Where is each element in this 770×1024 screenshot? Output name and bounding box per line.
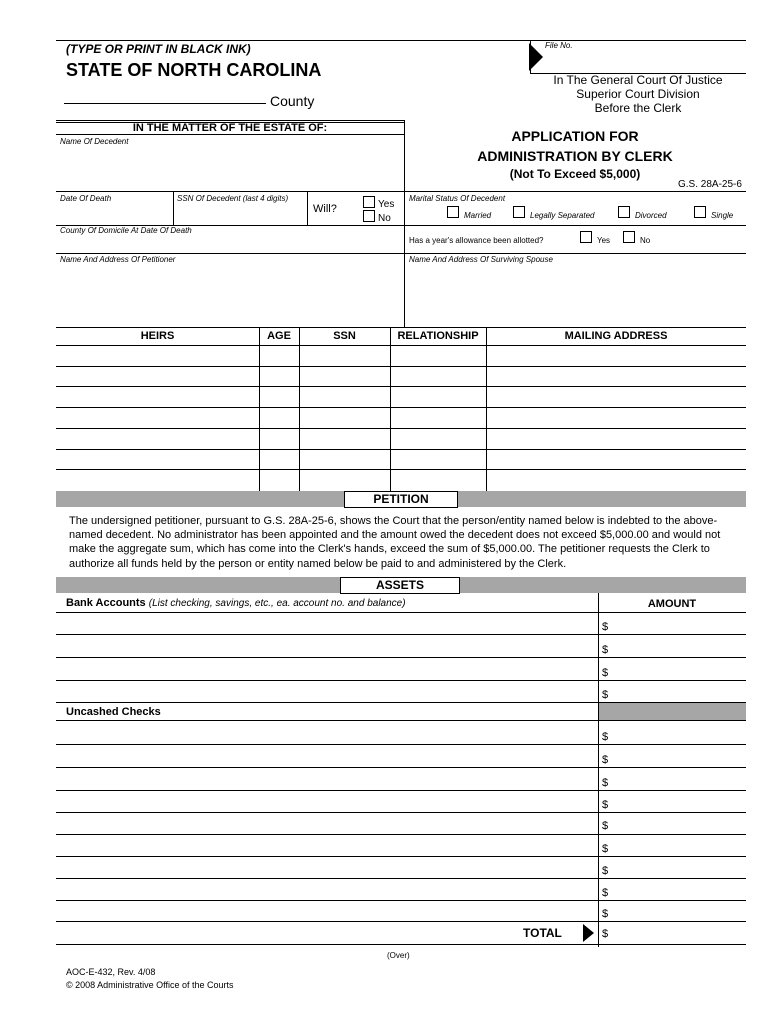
statute-ref: G.S. 28A-25-6 [678,179,742,190]
county-domicile-input[interactable] [60,237,400,253]
allowance-no-checkbox[interactable] [623,231,635,243]
col-ssn: SSN [333,330,356,342]
bank-account-row[interactable] [56,681,598,701]
county-input[interactable] [64,103,266,104]
check-amount-8[interactable]: $ [602,887,609,899]
will-label: Will? [313,203,337,215]
decedent-name-label: Name Of Decedent [60,137,129,146]
title-line-1: APPLICATION FOR [511,128,639,144]
check-row[interactable] [56,791,598,811]
divorced-label: Divorced [635,211,667,220]
check-amount-7[interactable]: $ [602,865,609,877]
ssn-decedent-label: SSN Of Decedent (last 4 digits) [177,194,289,203]
court-line-2: Superior Court Division [576,87,700,101]
table-row[interactable] [56,470,746,490]
date-of-death-input[interactable] [60,205,170,223]
bank-amount-4[interactable]: $ [602,689,609,701]
total-label: TOTAL [523,926,562,940]
ssn-decedent-input[interactable] [177,205,302,223]
bank-account-row[interactable] [56,658,598,679]
col-heirs: HEIRS [140,330,175,342]
county-label: County [270,93,315,109]
form-title [404,126,746,182]
petition-text: The undersigned petitioner, pursuant to G.S. 28A-25-6, shows the Court that the person/entity named below is indebted to the above-named decedent. No administrator has been appointed and the amount owed the decedent does not exceed $5,000.00 and would not make the aggregate sum, which has come into the Clerk's hands, exceed the sum of $5,000.00. The petitioner requests the Clerk to authorize all funds held by the person or entity named below be paid to and administered by the Clerk. [69,515,721,570]
will-no-checkbox[interactable] [363,210,375,222]
single-label: Single [711,211,734,220]
table-row[interactable] [56,408,746,428]
allowance-yes-checkbox[interactable] [580,231,592,243]
bank-amount-1[interactable]: $ [602,621,609,633]
county-domicile-label: County Of Domicile At Date Of Death [60,226,192,235]
date-of-death-label: Date Of Death [60,194,112,203]
file-no-input[interactable] [600,42,740,60]
check-amount-9[interactable]: $ [602,908,609,920]
copyright: © 2008 Administrative Office of the Courts [66,980,234,990]
will-yes-checkbox[interactable] [363,196,375,208]
check-amount-4[interactable]: $ [602,799,609,811]
separated-label: Legally Separated [530,211,595,220]
heirs-rows [56,346,746,490]
petitioner-label: Name And Address Of Petitioner [60,255,176,264]
form-id: AOC-E-432, Rev. 4/08 [66,967,156,977]
uncashed-checks-label: Uncashed Checks [66,706,161,718]
check-amount-2[interactable]: $ [602,754,609,766]
bank-amount-2[interactable]: $ [602,644,609,656]
check-amount-5[interactable]: $ [602,820,609,832]
estate-heading: IN THE MATTER OF THE ESTATE OF: [132,122,328,134]
court-line-3: Before the Clerk [594,101,682,115]
spouse-label: Name And Address Of Surviving Spouse [409,255,553,264]
state-title: STATE OF NORTH CAROLINA [66,60,322,80]
bank-account-row[interactable] [56,635,598,656]
col-age: AGE [267,330,291,342]
col-mailing-address: MAILING ADDRESS [564,330,668,342]
over-label: (Over) [387,951,410,960]
check-row[interactable] [56,721,598,743]
divorced-checkbox[interactable] [618,206,630,218]
table-row[interactable] [56,367,746,387]
check-row[interactable] [56,879,598,899]
title-line-2: ADMINISTRATION BY CLERK [477,148,673,164]
type-instruction: (TYPE OR PRINT IN BLACK INK) [66,42,251,56]
check-row[interactable] [56,745,598,766]
checks-amount-shade [599,703,746,720]
bank-amount-3[interactable]: $ [602,667,609,679]
assets-heading [340,577,460,594]
allowance-question: Has a year's allowance been allotted? [409,236,544,245]
check-amount-6[interactable]: $ [602,843,609,855]
marital-status-label: Marital Status Of Decedent [409,194,506,203]
married-checkbox[interactable] [447,206,459,218]
check-row[interactable] [56,813,598,833]
table-row[interactable] [56,450,746,470]
file-no-label: File No. [545,41,573,50]
single-checkbox[interactable] [694,206,706,218]
bank-label-text: Bank Accounts [66,597,146,609]
court-block [530,73,746,115]
petitioner-input[interactable] [60,266,400,324]
col-relationship: RELATIONSHIP [397,330,479,342]
petition-heading: PETITION [344,491,458,508]
table-row[interactable] [56,387,746,407]
spouse-input[interactable] [409,266,742,324]
allowance-no-label: No [640,236,651,245]
table-row[interactable] [56,346,746,366]
bank-account-row[interactable] [56,613,598,633]
title-line-3: (Not To Exceed $5,000) [509,167,641,181]
allowance-yes-label: Yes [597,236,611,245]
decedent-name-input[interactable] [60,148,400,188]
assets-heading-text: ASSETS [375,578,424,592]
total-amount[interactable]: $ [602,928,609,940]
file-no-arrow-icon [529,43,545,71]
check-amount-1[interactable]: $ [602,731,609,743]
amount-header: AMOUNT [647,598,697,610]
check-row[interactable] [56,835,598,855]
married-label: Married [464,211,492,220]
check-row[interactable] [56,768,598,789]
check-row[interactable] [56,901,598,920]
total-arrow-icon [583,924,595,942]
court-line-1: In The General Court Of Justice [553,73,723,87]
will-no-label: No [378,213,391,224]
table-row[interactable] [56,429,746,449]
will-yes-label: Yes [378,199,395,210]
separated-checkbox[interactable] [513,206,525,218]
bank-note-text: (List checking, savings, etc., ea. account no. and balance) [148,598,406,609]
bank-accounts-label [66,597,406,609]
check-row[interactable] [56,857,598,877]
check-amount-3[interactable]: $ [602,777,609,789]
